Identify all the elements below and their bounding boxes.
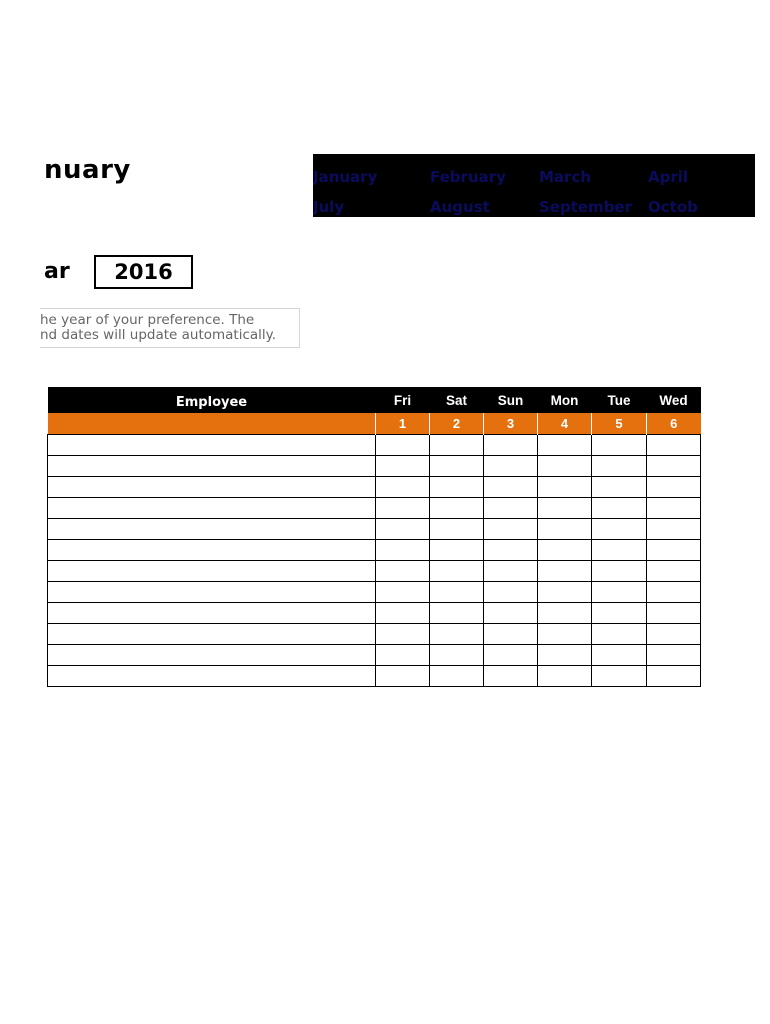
shift-cell[interactable] [538,540,592,561]
shift-cell[interactable] [647,519,701,540]
shift-cell[interactable] [430,519,484,540]
table-row [48,645,701,666]
shift-cell[interactable] [430,435,484,456]
day-header: Wed [647,387,701,413]
date-cell: 2 [430,413,484,435]
employee-name-cell[interactable] [48,645,376,666]
shift-cell[interactable] [538,498,592,519]
table-row [48,477,701,498]
shift-cell[interactable] [647,645,701,666]
shift-cell[interactable] [430,624,484,645]
table-row [48,624,701,645]
shift-cell[interactable] [484,561,538,582]
shift-cell[interactable] [376,561,430,582]
shift-cell[interactable] [376,666,430,687]
table-row [48,540,701,561]
month-link-august[interactable]: August [430,198,490,216]
shift-cell[interactable] [592,561,647,582]
table-row [48,603,701,624]
month-link-july[interactable]: July [313,198,345,216]
day-header: Fri [376,387,430,413]
shift-cell[interactable] [538,435,592,456]
employee-header: Employee [48,387,376,413]
shift-cell[interactable] [430,666,484,687]
shift-cell[interactable] [592,582,647,603]
day-header: Mon [538,387,592,413]
shift-cell[interactable] [592,624,647,645]
shift-cell[interactable] [647,582,701,603]
shift-cell[interactable] [647,666,701,687]
shift-cell[interactable] [484,519,538,540]
employee-name-cell[interactable] [48,582,376,603]
shift-cell[interactable] [430,477,484,498]
shift-cell[interactable] [376,519,430,540]
shift-cell[interactable] [430,498,484,519]
shift-cell[interactable] [430,456,484,477]
shift-cell[interactable] [592,603,647,624]
shift-cell[interactable] [484,645,538,666]
shift-cell[interactable] [647,477,701,498]
month-link-april[interactable]: April [648,168,689,186]
date-cell: 6 [647,413,701,435]
shift-cell[interactable] [484,435,538,456]
date-row-spacer [48,413,376,435]
shift-cell[interactable] [592,477,647,498]
shift-cell[interactable] [538,603,592,624]
month-menu [313,154,755,217]
date-cell: 5 [592,413,647,435]
schedule-body [48,435,701,687]
instruction-note [40,308,300,348]
shift-cell[interactable] [538,666,592,687]
shift-cell[interactable] [592,666,647,687]
shift-cell[interactable] [592,540,647,561]
month-link-february[interactable]: February [430,168,506,186]
month-link-september[interactable]: September [539,198,632,216]
shift-cell[interactable] [647,456,701,477]
employee-name-cell[interactable] [48,498,376,519]
employee-name-cell[interactable] [48,519,376,540]
employee-name-cell[interactable] [48,603,376,624]
day-header: Tue [592,387,647,413]
instruction-line-1: he year of your preference. The [40,312,255,328]
employee-name-cell[interactable] [48,435,376,456]
date-row [48,413,701,435]
schedule-header-row [48,387,701,413]
shift-cell[interactable] [376,435,430,456]
shift-cell[interactable] [484,603,538,624]
shift-cell[interactable] [376,603,430,624]
shift-cell[interactable] [376,624,430,645]
day-header: Sat [430,387,484,413]
date-cell: 1 [376,413,430,435]
shift-cell[interactable] [376,456,430,477]
shift-cell[interactable] [592,456,647,477]
shift-cell[interactable] [647,498,701,519]
year-label: ar [44,259,70,284]
table-row [48,456,701,477]
employee-name-cell[interactable] [48,456,376,477]
month-link-january[interactable]: January [313,168,378,186]
date-cell: 4 [538,413,592,435]
shift-cell[interactable] [538,645,592,666]
day-header: Sun [484,387,538,413]
shift-cell[interactable] [647,624,701,645]
shift-cell[interactable] [538,477,592,498]
shift-cell[interactable] [430,540,484,561]
shift-cell[interactable] [376,540,430,561]
instruction-line-2: nd dates will update automatically. [40,327,277,343]
employee-name-cell[interactable] [48,624,376,645]
shift-cell[interactable] [376,582,430,603]
shift-cell[interactable] [484,540,538,561]
employee-name-cell[interactable] [48,561,376,582]
shift-cell[interactable] [647,540,701,561]
shift-cell[interactable] [538,624,592,645]
shift-cell[interactable] [484,477,538,498]
shift-cell[interactable] [484,666,538,687]
shift-cell[interactable] [484,624,538,645]
employee-name-cell[interactable] [48,540,376,561]
shift-cell[interactable] [592,498,647,519]
employee-name-cell[interactable] [48,477,376,498]
shift-cell[interactable] [592,519,647,540]
shift-cell[interactable] [538,561,592,582]
table-row [48,561,701,582]
shift-cell[interactable] [538,519,592,540]
table-row [48,666,701,687]
shift-cell[interactable] [538,582,592,603]
employee-name-cell[interactable] [48,666,376,687]
shift-cell[interactable] [484,498,538,519]
shift-cell[interactable] [647,435,701,456]
shift-cell[interactable] [647,603,701,624]
month-link-october[interactable]: Octob [648,198,698,216]
date-cell: 3 [484,413,538,435]
shift-cell[interactable] [592,435,647,456]
shift-cell[interactable] [376,645,430,666]
shift-cell[interactable] [376,477,430,498]
schedule-table [47,387,701,687]
shift-cell[interactable] [592,645,647,666]
shift-cell[interactable] [647,561,701,582]
shift-cell[interactable] [430,645,484,666]
month-title: nuary [44,155,131,185]
shift-cell[interactable] [484,456,538,477]
table-row [48,519,701,540]
table-row [48,498,701,519]
shift-cell[interactable] [430,603,484,624]
table-row [48,435,701,456]
shift-cell[interactable] [430,561,484,582]
shift-cell[interactable] [484,582,538,603]
month-link-march[interactable]: March [539,168,592,186]
shift-cell[interactable] [538,456,592,477]
year-input[interactable]: 2016 [94,255,193,289]
table-row [48,582,701,603]
shift-cell[interactable] [430,582,484,603]
shift-cell[interactable] [376,498,430,519]
